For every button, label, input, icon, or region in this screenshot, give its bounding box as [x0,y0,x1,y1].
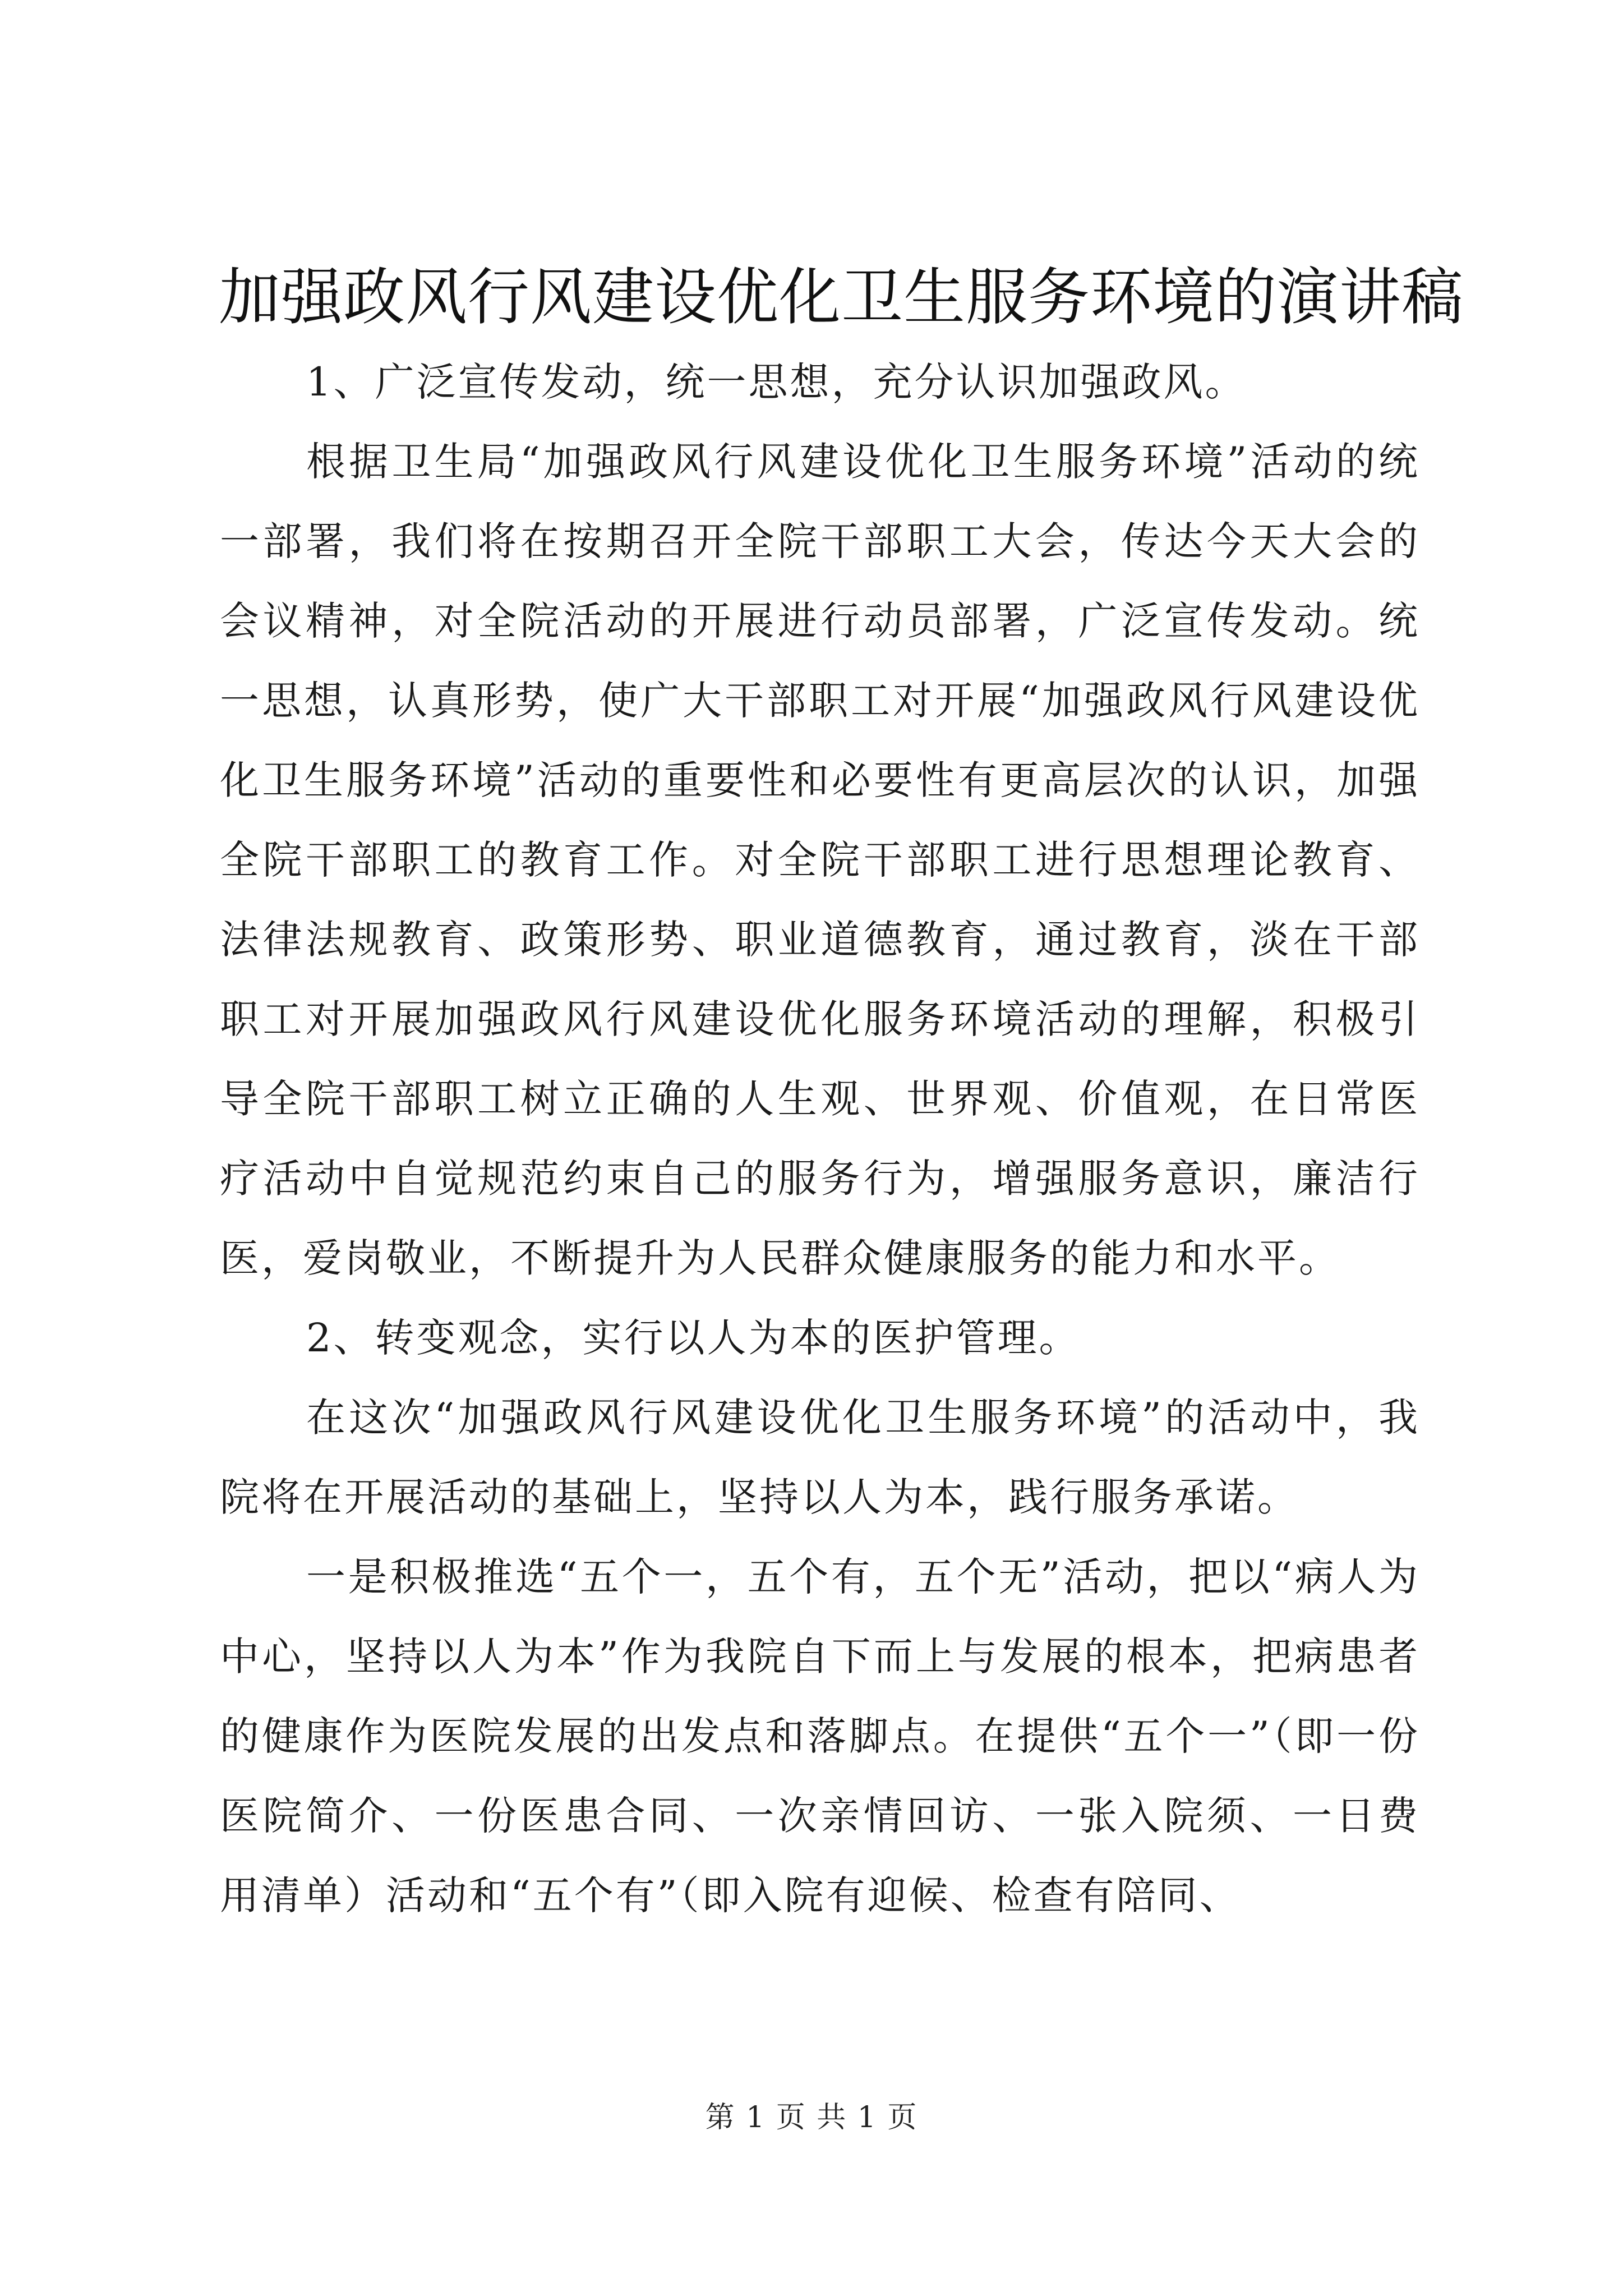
paragraph-1: 根据卫生局“加强政风行风建设优化卫生服务环境”活动的统一部署，我们将在按期召开全院干部职工大会，传达今天大会的会议精神，对全院活动的开展进行动员部署，广泛宣传发动。统一思想，认真形势，使广大干部职工对开展“加强政风行风建设优化卫生服务环境”活动的重要性和必要性有更高层次的认识，加强全院干部职工的教育工作。对全院干部职工进行思想理论教育、法律法规教育、政策形势、职业道德教育，通过教育，淡在干部职工对开展加强政风行风建设优化服务环境活动的理解，积极引导全院干部职工树立正确的人生观、世界观、价值观，在日常医疗活动中自觉规范约束自己的服务行为，增强服务意识，廉洁行医，爱岗敬业，不断提升为人民群众健康服务的能力和水平。 [220,439,1420,1281]
document-title: 加强政风行风建设优化卫生服务环境的演讲稿 [219,261,1464,333]
paragraph-3: 一是积极推选“五个一，五个有，五个无”活动，把以“病人为中心，坚持以人为本”作为我院自下而上与发展的根本，把病患者的健康作为医院发展的出发点和落脚点。在提供“五个一”（即一份医院简介、一份医患合同、一次亲情回访、一张入院须、一日费用清单）活动和“五个有”（即入院有迎候、检查有陪同、 [220,1554,1420,1918]
paragraph-2: 在这次“加强政风行风建设优化卫生服务环境”的活动中，我院将在开展活动的基础上，坚持以人为本，践行服务承诺。 [220,1395,1420,1520]
paragraph-heading-1: 1、广泛宣传发动，统一思想，充分认识加强政风。 [306,359,1247,405]
page-footer: 第 1 页 共 1 页 [705,2101,918,2134]
document-body [220,342,1420,1935]
paragraph-heading-2: 2、转变观念，实行以人为本的医护管理。 [306,1315,1081,1361]
